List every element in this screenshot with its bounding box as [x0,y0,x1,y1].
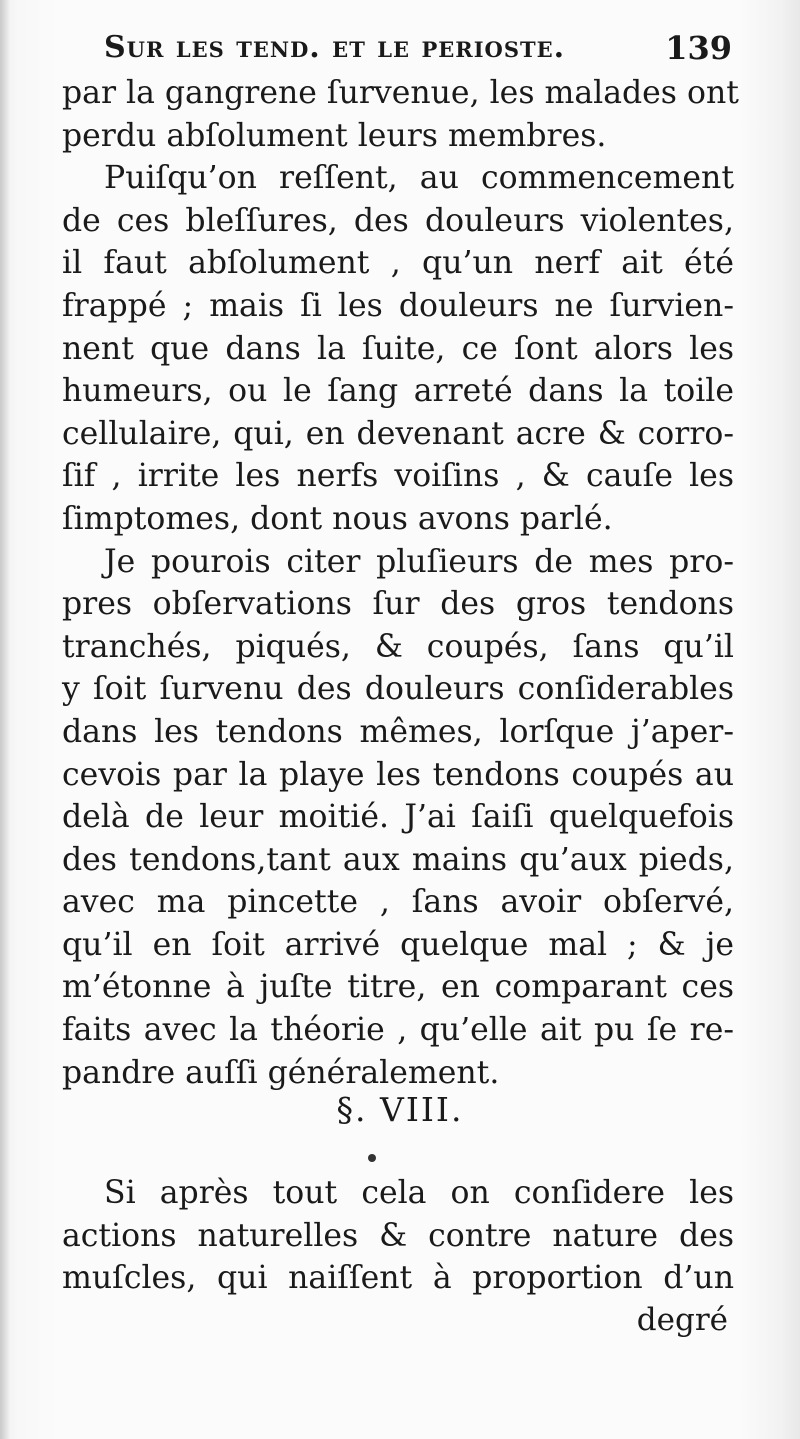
page-header [104,26,744,70]
catchword: degré [636,1302,728,1338]
text-line: delà de leur moitié. J’ai ſaiſi quelquefois [62,799,734,836]
text-line: nent que dans la ſuite, ce ſont alors les [62,330,734,367]
text-line: avec ma pincette , ſans avoir obſervé, [62,884,734,921]
text-line: humeurs, ou le ſang arreté dans la toile [62,373,734,410]
text-line: il faut abſolument , qu’un nerf ait été [62,245,734,282]
text-line: pres obſervations ſur des gros tendons [62,586,734,623]
text-line: Puiſqu’on reſſent, au commencement [104,160,734,197]
text-line: des tendons,tant aux mains qu’aux pieds, [62,841,734,878]
text-line: muſcles, qui naiſſent à proportion d’un [62,1260,734,1297]
text-line: par la gangrene ſurvenue, les malades ont [62,75,739,111]
main-text [62,72,739,1094]
text-line: ſimptomes, dont nous avons parlé. [62,500,613,537]
text-line: m’étonne à juſte titre, en comparant ces [62,969,734,1006]
text-line: cevois par la playe les tendons coupés au [62,756,734,793]
text-line: frappé ; mais ſi les douleurs ne ſurvien- [62,287,734,324]
page-number: 139 [665,29,732,67]
text-line: qu’il en ſoit arrivé quelque mal ; & je [62,926,734,963]
text-line: pandre auſſi généralement. [62,1054,500,1091]
text-line: perdu abſolument leurs membres. [62,117,607,154]
section-text [62,1172,734,1300]
page-edge-shadow [0,0,10,1439]
text-line: y ſoit ſurvenu des douleurs conſiderables [62,671,734,708]
text-line: Je pourois citer pluſieurs de mes pro- [104,543,734,580]
text-line: Si après tout cela on conſidere les [104,1175,734,1211]
text-line: ſif , irrite les nerfs voiſins , & cauſe les [62,458,734,495]
text-line: de ces bleſſures, des douleurs violentes, [62,202,734,239]
text-line: actions naturelles & contre nature des [62,1217,734,1254]
ornament-dot [368,1154,376,1162]
running-title: Sur les tend. et le perioste. [104,30,566,65]
text-line: dans les tendons mêmes, lorſque j’aper- [62,713,734,750]
text-line: tranchés, piqués, & coupés, ſans qu’il [62,628,734,665]
text-line: cellulaire, qui, en devenant acre & corro- [62,415,734,452]
text-line: faits avec la théorie , qu’elle ait pu ſe re- [62,1012,734,1049]
section-heading: §. VIII. [336,1090,464,1129]
